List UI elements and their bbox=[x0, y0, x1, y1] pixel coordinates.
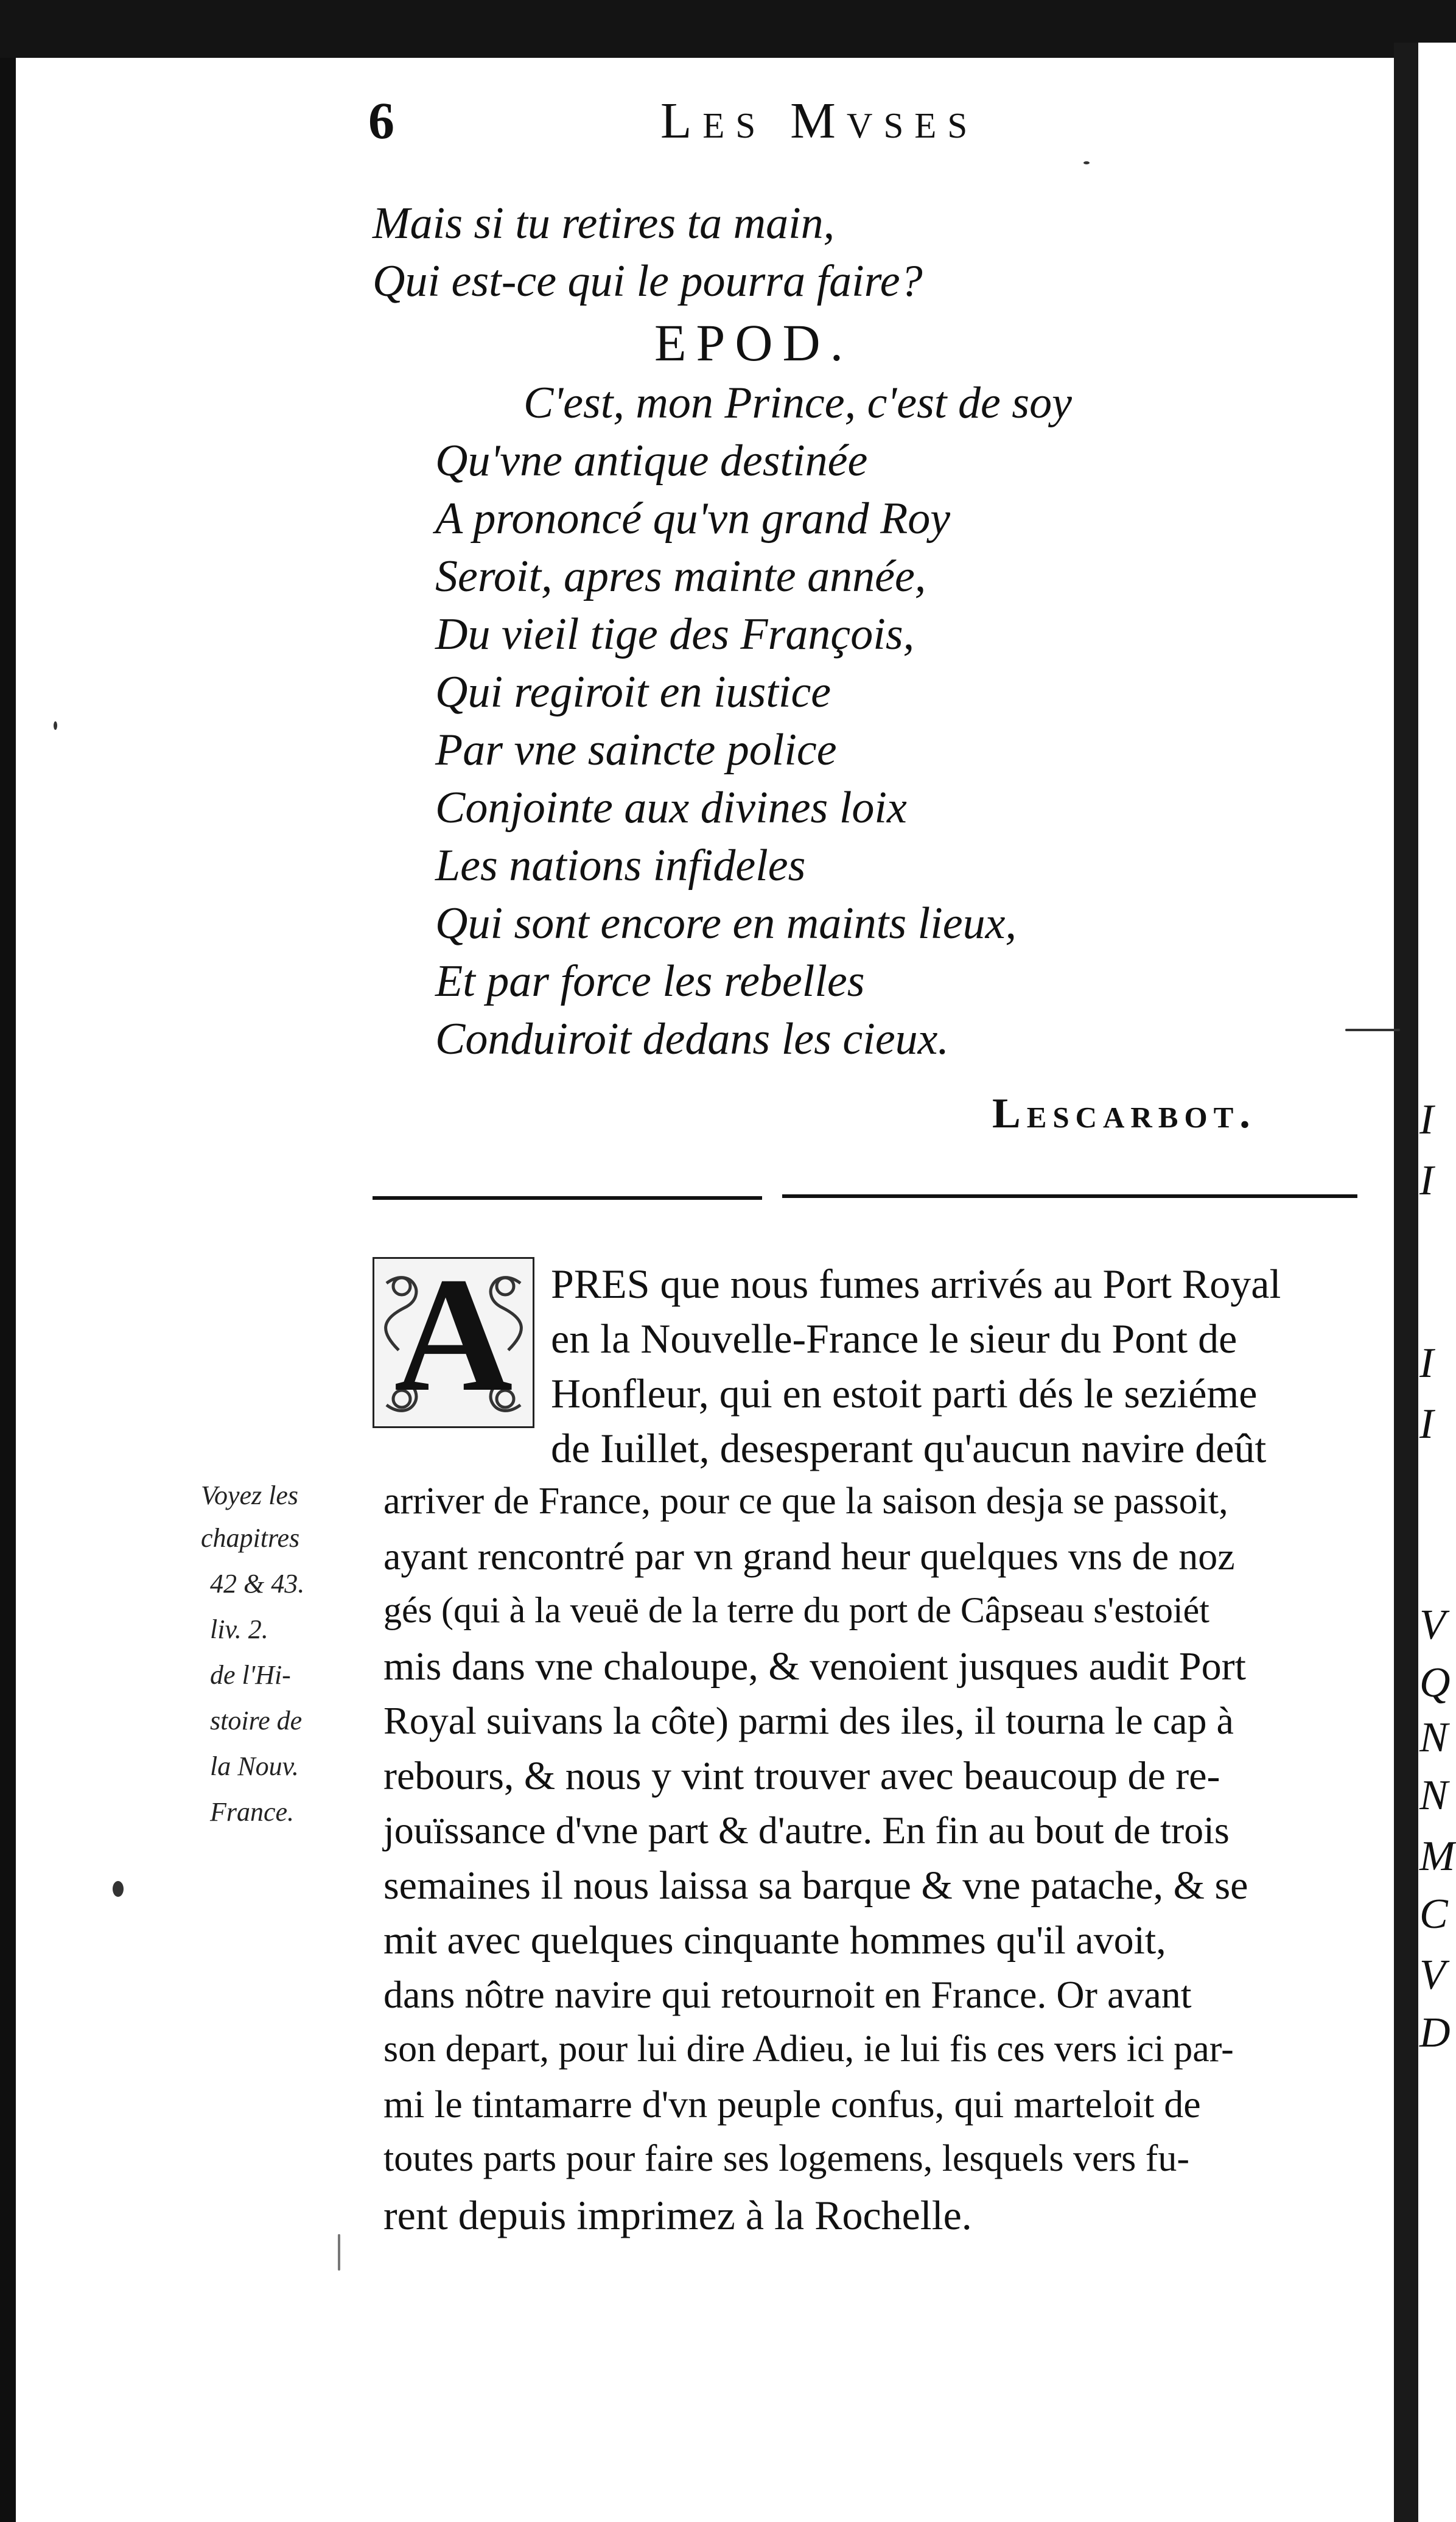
margin-note-line: 42 & 43. bbox=[210, 1569, 305, 1599]
prose-line: arriver de France, pour ce que la saison desja se passoit, bbox=[383, 1480, 1228, 1522]
scan-speck bbox=[1083, 161, 1090, 164]
prose-line: de Iuillet, desesperant qu'aucun navire deût bbox=[551, 1425, 1267, 1471]
scan-left-edge bbox=[0, 58, 16, 2522]
neighbour-letter: D bbox=[1419, 2009, 1451, 2056]
neighbour-letter: I bbox=[1419, 1340, 1434, 1387]
prose-line: gés (qui à la veuë de la terre du port de Câpseau s'estoiét bbox=[383, 1590, 1209, 1630]
prose-line: ayant rencontré par vn grand heur quelques vns de noz bbox=[383, 1535, 1235, 1578]
prose-line: dans nôtre navire qui retournoit en France. Or avant bbox=[383, 1973, 1192, 2016]
poem-line: Et par force les rebelles bbox=[435, 956, 865, 1006]
author-signature: Lescarbot. bbox=[992, 1090, 1256, 1137]
prose-line: son depart, pour lui dire Adieu, ie lui fis ces vers ici par- bbox=[383, 2028, 1234, 2070]
prose-line: mi le tintamarre d'vn peuple confus, qui marteloit de bbox=[383, 2082, 1201, 2126]
poem-line: Qui sont encore en maints lieux, bbox=[435, 898, 1017, 948]
prose-line: Royal suivans la côte) parmi des iles, il tourna le cap à bbox=[383, 1699, 1234, 1742]
separator-rule-left bbox=[373, 1196, 762, 1200]
scan-speck bbox=[54, 721, 57, 730]
prose-line: rent depuis imprimez à la Rochelle. bbox=[383, 2192, 972, 2238]
separator-rule-right bbox=[782, 1194, 1357, 1198]
prose-line: toutes parts pour faire ses logemens, lesquels vers fu- bbox=[383, 2138, 1190, 2179]
neighbour-letter: V bbox=[1419, 1952, 1446, 1998]
neighbour-letter: I bbox=[1419, 1096, 1434, 1143]
neighbour-letter: V bbox=[1419, 1602, 1446, 1648]
prose-line: jouïssance d'vne part & d'autre. En fin au bout de trois bbox=[383, 1809, 1230, 1852]
prose-line: Honfleur, qui en estoit parti dés le seziéme bbox=[551, 1370, 1258, 1417]
scan-speck bbox=[338, 2234, 340, 2271]
margin-note-line: chapitres bbox=[201, 1523, 300, 1553]
section-heading: EPOD. bbox=[654, 313, 853, 372]
neighbour-letter: I bbox=[1419, 1401, 1434, 1448]
prose-line: PRES que nous fumes arrivés au Port Royal bbox=[551, 1261, 1281, 1307]
margin-note-line: liv. 2. bbox=[210, 1614, 268, 1644]
margin-note-line: France. bbox=[210, 1797, 295, 1827]
prose-line: semaines il nous laissa sa barque & vne patache, & se bbox=[383, 1863, 1248, 1908]
decorated-initial bbox=[373, 1244, 534, 1428]
initial-letter: A bbox=[394, 1244, 513, 1426]
neighbour-letter: M bbox=[1419, 1833, 1455, 1880]
neighbour-letter: I bbox=[1419, 1157, 1434, 1204]
poem-line: A prononcé qu'vn grand Roy bbox=[435, 494, 951, 544]
poem-line: Du vieil tige des François, bbox=[435, 609, 915, 659]
scan-speck bbox=[113, 1881, 124, 1897]
poem-line: Par vne saincte police bbox=[435, 725, 837, 775]
poem-line: Conjointe aux divines loix bbox=[435, 783, 907, 833]
prose-line: mit avec quelques cinquante hommes qu'il avoit, bbox=[383, 1918, 1166, 1963]
neighbour-letter: Q bbox=[1419, 1659, 1451, 1706]
neighbour-page-strip bbox=[1394, 43, 1456, 2522]
poem-line: Qui est-ce qui le pourra faire? bbox=[373, 256, 923, 306]
neighbour-letter: C bbox=[1419, 1891, 1448, 1938]
poem-line: Mais si tu retires ta main, bbox=[373, 198, 835, 248]
poem-line: Qu'vne antique destinée bbox=[435, 436, 868, 486]
prose-line: rebours, & nous y vint trouver avec beaucoup de re- bbox=[383, 1754, 1220, 1798]
margin-note-line: Voyez les bbox=[201, 1480, 299, 1510]
neighbour-letter: N bbox=[1419, 1714, 1448, 1761]
margin-note-line: stoire de bbox=[210, 1706, 303, 1736]
page-number: 6 bbox=[368, 91, 394, 150]
running-header bbox=[368, 91, 1099, 167]
prose-line: en la Nouvelle-France le sieur du Pont de bbox=[551, 1315, 1237, 1362]
poem-line: C'est, mon Prince, c'est de soy bbox=[523, 378, 1072, 428]
prose-line: mis dans vne chaloupe, & venoient jusques audit Port bbox=[383, 1644, 1246, 1689]
scan-speck bbox=[1345, 1029, 1400, 1031]
neighbour-letter: N bbox=[1419, 1772, 1448, 1819]
poem-line: Seroit, apres mainte année, bbox=[435, 552, 926, 601]
neighbour-page-paper bbox=[1418, 43, 1456, 2522]
poem-line: Qui regiroit en iustice bbox=[435, 667, 831, 717]
poem-line: Conduiroit dedans les cieux. bbox=[435, 1014, 950, 1064]
margin-note-line: la Nouv. bbox=[210, 1751, 299, 1781]
poem-line: Les nations infideles bbox=[435, 841, 806, 891]
margin-note-line: de l'Hi- bbox=[210, 1660, 291, 1690]
running-title: Les Mvses bbox=[660, 93, 979, 149]
